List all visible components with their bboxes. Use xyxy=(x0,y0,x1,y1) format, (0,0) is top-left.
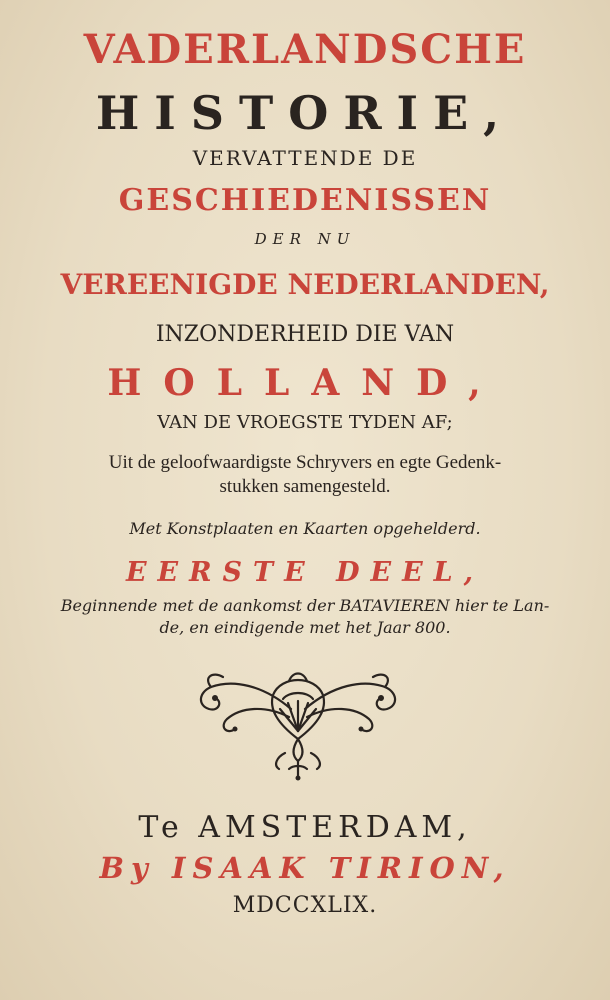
subtitle-der-nu: DER NU xyxy=(254,230,356,248)
subtitle-geschiedenissen: GESCHIEDENISSEN xyxy=(118,183,492,218)
subtitle-inzonderheid: INZONDERHEID DIE VAN xyxy=(155,322,455,347)
subtitle-holland: HOLLAND, xyxy=(107,362,503,404)
subtitle-vervattende: VERVATTENDE DE xyxy=(192,146,418,170)
description-line-1: Uit de geloofwaardigste Schryvers en egte Gedenk- xyxy=(108,452,502,473)
volume-scope-line-2: de, en eindigende met het Jaar 800. xyxy=(159,618,451,637)
imprint-publisher: By ISAAK TIRION, xyxy=(99,851,511,885)
illustrations-note: Met Konstplaaten en Kaarten opgehelderd. xyxy=(129,519,481,538)
imprint-year: MDCCXLIX. xyxy=(232,893,378,918)
subtitle-vroegste-tyden: VAN DE VROEGSTE TYDEN AF; xyxy=(157,412,453,433)
imprint-place: Te AMSTERDAM, xyxy=(138,810,472,845)
subtitle-vereenigde-nederlanden: VEREENIGDE NEDERLANDEN, xyxy=(60,268,550,301)
title-historie: HISTORIE, xyxy=(95,86,515,140)
title-vaderlandsche: VADERLANDSCHE xyxy=(83,26,527,73)
volume-scope-line-1: Beginnende met de aankomst der BATAVIEREN hier te Lan- xyxy=(60,596,550,615)
volume-title: EERSTE DEEL, xyxy=(125,557,485,588)
description-line-2: stukken samengesteld. xyxy=(219,476,391,497)
scroll-ornament-icon xyxy=(193,665,403,783)
